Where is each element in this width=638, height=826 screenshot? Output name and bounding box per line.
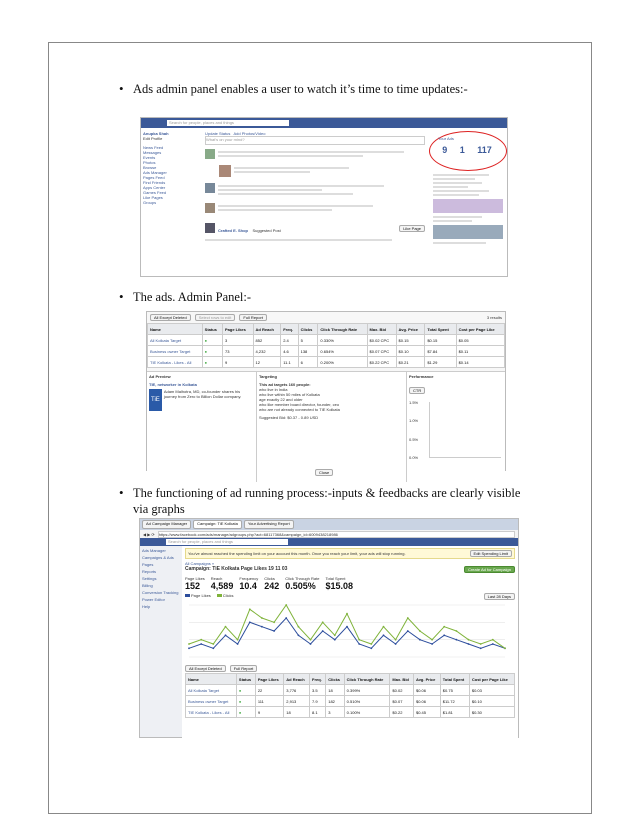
perf-y-label: 1.5%: [409, 400, 419, 405]
metrics-row: [185, 576, 515, 591]
notice-text: You've almost reached the spending limit on your account this month. Once you reach your limit, your ads will stop running.: [188, 551, 406, 556]
sidebar-item[interactable]: Campaigns & Ads: [142, 555, 174, 560]
column-header[interactable]: Clicks: [298, 324, 318, 335]
target-list: [259, 387, 404, 412]
data-point: [456, 630, 458, 632]
data-point: [273, 630, 275, 632]
ads-stats: [436, 145, 498, 155]
stat-value: 1: [459, 145, 465, 155]
table-cell: 18: [284, 707, 310, 718]
metric: [325, 576, 353, 591]
data-point: [322, 630, 324, 632]
column-header[interactable]: Status: [202, 324, 222, 335]
metric-label: Page Likes: [185, 576, 205, 581]
table-row[interactable]: [186, 707, 515, 718]
table-cell: 0.654%: [318, 346, 367, 357]
data-point: [346, 626, 348, 628]
table-cell: $0.75: [440, 685, 469, 696]
table-cell: 3,776: [284, 685, 310, 696]
table-cell: $1.81: [440, 707, 469, 718]
table-cell: $0.15: [396, 335, 425, 346]
stat-value: 117: [477, 145, 492, 155]
performance-panel: [407, 372, 505, 482]
data-point: [225, 634, 227, 636]
sidebar-item[interactable]: Ads Manager: [143, 170, 167, 175]
facebook-home-screenshot: [140, 117, 508, 277]
table-cell: ●: [202, 335, 222, 346]
bullet-dot-icon: •: [119, 81, 124, 96]
select-rows-button[interactable]: Select rows to edit: [195, 314, 236, 321]
browser-tabs: [140, 519, 518, 530]
avatar: [219, 165, 231, 177]
table-cell: $0.07 CPC: [367, 346, 396, 357]
table-cell: ●: [202, 357, 222, 368]
campaign-ads-table: [185, 673, 515, 718]
close-button[interactable]: Close: [315, 469, 333, 476]
data-point: [383, 626, 385, 628]
data-point: [370, 643, 372, 645]
metric: [264, 576, 279, 591]
ad-name-link[interactable]: Business owner Target: [148, 346, 203, 357]
campaign-title: Campaign: TiE Kolkata Page Likes 19 11 03: [185, 566, 288, 572]
legend-item: [217, 593, 234, 600]
table-cell: $0.14: [456, 357, 504, 368]
data-point: [273, 621, 275, 623]
data-point: [188, 643, 190, 645]
ad-name-link[interactable]: TIE Kolkata - Likes - All: [148, 357, 203, 368]
ads-admin-screenshot: [146, 311, 506, 475]
legend-swatch: [185, 594, 190, 597]
column-header[interactable]: Freq.: [310, 674, 326, 685]
target-line: who live within 50 miles of Kolkata: [259, 392, 320, 397]
column-header[interactable]: Avg. Price: [396, 324, 425, 335]
sidebar-item[interactable]: Help: [142, 604, 151, 609]
data-point: [310, 639, 312, 641]
column-header[interactable]: Click Through Rate: [344, 674, 390, 685]
suggested-bid: Suggested Bid: $0.37 - 0.89 USD: [259, 415, 319, 420]
sidebar-item[interactable]: Pages: [142, 562, 154, 567]
target-title: This ad targets 160 people:: [259, 382, 311, 387]
facebook-top-bar: [141, 118, 507, 128]
data-point: [200, 639, 202, 641]
column-header[interactable]: Ad Reach: [253, 324, 281, 335]
data-point: [443, 634, 445, 636]
metric-value: 152: [185, 581, 201, 591]
perf-y-label: 0.0%: [409, 454, 419, 460]
sidebar-item[interactable]: Find Friends: [143, 180, 166, 185]
metric-label: Clicks: [264, 576, 275, 581]
sidebar-item[interactable]: Games Feed: [143, 190, 167, 195]
ad-title[interactable]: TIE, networker in Kolkata: [149, 382, 197, 387]
sidebar-item[interactable]: Photos: [143, 160, 156, 165]
feed-stories: [205, 149, 425, 241]
metric-value: $15.08: [325, 581, 353, 591]
campaign-main: [182, 546, 518, 740]
metric-label: Total Spent: [325, 576, 346, 581]
stat-value: 9: [442, 145, 448, 155]
column-header[interactable]: Click Through Rate: [318, 324, 367, 335]
sidebar-item[interactable]: Power Editor: [142, 597, 165, 602]
data-point: [383, 634, 385, 636]
table-cell: $0.15: [425, 335, 456, 346]
legend-swatch: [217, 594, 222, 597]
perf-y-labels: [409, 400, 418, 460]
table-cell: 12: [253, 357, 281, 368]
legend-item: [185, 593, 211, 600]
targeting-panel: [257, 372, 407, 482]
data-point: [480, 643, 482, 645]
column-header[interactable]: Name: [148, 324, 203, 335]
metric-label: Click Through Rate: [285, 576, 320, 581]
tab-update-status[interactable]: Update Status: [205, 131, 231, 136]
table-toolbar: [147, 312, 505, 323]
table-cell: $0.02: [390, 685, 414, 696]
data-point: [334, 634, 336, 636]
data-point: [504, 647, 506, 649]
table-cell: ●: [236, 696, 255, 707]
panel-title: Ad Preview: [149, 374, 171, 379]
ad-name-link[interactable]: All Kolkata Target: [186, 685, 237, 696]
bullet-dot-icon: •: [119, 289, 124, 304]
table-cell: 7.9: [310, 696, 326, 707]
table-cell: $0.22: [390, 707, 414, 718]
sidebar-item[interactable]: Like Pages: [143, 195, 163, 200]
data-point: [261, 617, 263, 619]
like-page-button[interactable]: Like Page: [399, 225, 425, 232]
search-input[interactable]: Search for people, places and things: [166, 539, 288, 545]
filter-select[interactable]: All Except Deleted: [185, 665, 226, 672]
target-line: who like member board director, founder, ceo: [259, 402, 340, 407]
table-cell: $0.06: [413, 696, 440, 707]
table-cell: 2.4: [281, 335, 298, 346]
facebook-top-bar: [140, 538, 518, 546]
table-cell: 18: [326, 685, 344, 696]
metric-label: Reach: [210, 576, 223, 581]
avatar: [205, 183, 215, 193]
table-cell: 111: [255, 696, 283, 707]
table-cell: 9: [222, 357, 253, 368]
metric-label: Frequency: [239, 576, 259, 581]
sidebar-item[interactable]: Settings: [142, 576, 157, 581]
sponsored-image: [433, 199, 503, 213]
breadcrumb[interactable]: All Campaigns »: [185, 561, 215, 566]
left-sidebar: [143, 131, 201, 205]
sidebar-item[interactable]: Apps Center: [143, 185, 166, 190]
bullet-3-line-2: via graphs: [133, 502, 185, 516]
nav-arrows-icon[interactable]: ◀ ▶ ⟳: [143, 531, 155, 537]
column-header[interactable]: Name: [186, 674, 237, 685]
data-point: [419, 630, 421, 632]
table-cell: 138: [298, 346, 318, 357]
full-report-button[interactable]: Full Report: [239, 314, 267, 321]
status-input[interactable]: What's on your mind?: [205, 136, 425, 145]
table-cell: ●: [236, 685, 255, 696]
table-cell: 6: [298, 357, 318, 368]
table-cell: $0.07: [390, 696, 414, 707]
url-input[interactable]: https://www.facebook.com/ads/manage/adgroups.php?act=68117368&campaign_id=6009438218986: [158, 531, 515, 538]
table-row[interactable]: [148, 346, 505, 357]
table-cell: 4,232: [253, 346, 281, 357]
sidebar-list: [143, 145, 201, 205]
sidebar-item[interactable]: Billing: [142, 583, 153, 588]
panel-title: Performance: [409, 374, 434, 379]
column-header[interactable]: Avg. Price: [413, 674, 440, 685]
table-cell: 9: [255, 707, 283, 718]
results-count: 3 results: [486, 315, 502, 320]
sidebar-item[interactable]: News Feed: [143, 145, 164, 150]
column-header[interactable]: Total Spent: [440, 674, 469, 685]
edit-profile-link[interactable]: Edit Profile: [143, 136, 163, 141]
panel-title: Targeting: [259, 374, 277, 379]
table-cell: $0.10: [469, 696, 514, 707]
table-cell: $7.84: [425, 346, 456, 357]
spending-notice: [185, 548, 515, 559]
perf-y-label: 0.5%: [409, 436, 419, 442]
browser-tab[interactable]: Campaign: TiE Kolkata: [193, 520, 242, 529]
ad-body: Adam Malhotra, MD, co-founder shares his journey from Zero to Billion Dollar company.: [163, 389, 242, 399]
column-header[interactable]: Ad Reach: [284, 674, 310, 685]
avatar: [205, 203, 215, 213]
table-cell: $0.06: [413, 685, 440, 696]
data-point: [395, 639, 397, 641]
bullet-2: [119, 289, 252, 305]
table-cell: 852: [253, 335, 281, 346]
sidebar-item[interactable]: Reports: [142, 569, 157, 574]
target-line: who are not already connected to TIE Kolkata: [259, 407, 340, 412]
metric: [239, 576, 258, 591]
data-point: [468, 643, 470, 645]
ad-name-link[interactable]: Business owner Target: [186, 696, 237, 707]
bullet-3-line-1: The functioning of ad running process:-inputs & feedbacks are clearly visible: [133, 486, 521, 500]
table-cell: $0.03: [469, 685, 514, 696]
table-cell: 0.330%: [318, 335, 367, 346]
target-line: age exactly 22 and older: [259, 397, 303, 402]
bullet-3: [119, 485, 533, 517]
column-header[interactable]: Max. Bid: [367, 324, 396, 335]
post-author[interactable]: Crafted E. Shop: [218, 228, 249, 233]
table-cell: 182: [326, 696, 344, 707]
metric: [211, 576, 234, 591]
table-cell: $1.29: [425, 357, 456, 368]
table-row[interactable]: [186, 696, 515, 707]
data-point: [395, 643, 397, 645]
column-header[interactable]: Cost per Page Like: [469, 674, 514, 685]
bullet-1: [119, 81, 468, 97]
sidebar-item[interactable]: Conversion Tracking: [142, 590, 179, 595]
data-point: [492, 643, 494, 645]
data-point: [200, 643, 202, 645]
table-cell: 2,913: [284, 696, 310, 707]
table-cell: 11.1: [281, 357, 298, 368]
filter-select[interactable]: All Except Deleted: [150, 314, 191, 321]
data-point: [298, 634, 300, 636]
column-header[interactable]: Total Spent: [425, 324, 456, 335]
table-cell: $0.22 CPC: [367, 357, 396, 368]
table-row[interactable]: [186, 685, 515, 696]
campaign-body: [140, 546, 518, 740]
table-cell: $0.11: [456, 346, 504, 357]
bullet-dot-icon: •: [119, 485, 124, 500]
data-point: [188, 647, 190, 649]
sponsored-image: [433, 225, 503, 239]
table-cell: 3: [222, 335, 253, 346]
data-point: [225, 626, 227, 628]
ads-table: [147, 323, 505, 368]
table-cell: 0.200%: [318, 357, 367, 368]
table-cell: ●: [202, 346, 222, 357]
table-cell: $0.05: [456, 335, 504, 346]
data-point: [419, 639, 421, 641]
legend-label: Page Likes: [191, 593, 211, 598]
data-point: [249, 608, 251, 610]
browser-tab[interactable]: Your Advertising Report: [244, 520, 294, 529]
data-point: [468, 639, 470, 641]
perf-plot-area: [429, 402, 501, 458]
data-point: [310, 643, 312, 645]
date-range-select[interactable]: Last 28 Days: [484, 593, 515, 600]
ad-preview-panel: [147, 372, 257, 482]
table-cell: $11.72: [440, 696, 469, 707]
table-cell: 22: [255, 685, 283, 696]
ad-image: TiE: [149, 389, 162, 411]
data-point: [492, 639, 494, 641]
table-cell: 0.100%: [344, 707, 390, 718]
table-cell: $0.10: [396, 346, 425, 357]
column-header[interactable]: Page Likes: [222, 324, 253, 335]
data-point: [456, 639, 458, 641]
data-point: [431, 643, 433, 645]
table-cell: 5: [298, 335, 318, 346]
right-column: [433, 131, 503, 246]
post-sub: Suggested Post: [252, 228, 281, 233]
browser-tab[interactable]: Ad Campaign Manager: [142, 520, 191, 529]
ad-name-link[interactable]: TIE Kolkata - Likes - All: [186, 707, 237, 718]
sidebar-item[interactable]: Ads Manager: [142, 548, 166, 553]
ad-name-link[interactable]: All Kolkata Target: [148, 335, 203, 346]
column-header[interactable]: Cost per Page Like: [456, 324, 504, 335]
data-point: [261, 626, 263, 628]
data-point: [370, 647, 372, 649]
data-point: [249, 621, 251, 623]
metric-value: 10.4: [239, 581, 257, 591]
your-ads-label: Your Ads: [438, 136, 454, 141]
table-toolbar: [185, 665, 515, 672]
data-point: [285, 604, 287, 606]
performance-chart: [409, 400, 503, 460]
column-header[interactable]: Freq.: [281, 324, 298, 335]
table-cell: 73: [222, 346, 253, 357]
bullet-1-text: Ads admin panel enables a user to watch it’s time to time updates:-: [133, 82, 468, 96]
chart-legend: [185, 593, 233, 600]
data-point: [334, 639, 336, 641]
sidebar-item[interactable]: Events: [143, 155, 156, 160]
campaign-line-chart: [185, 601, 509, 663]
data-point: [212, 643, 214, 645]
perf-y-label: 1.0%: [409, 418, 419, 424]
data-point: [358, 643, 360, 645]
search-input[interactable]: Search for people, places and things: [167, 120, 289, 126]
data-point: [407, 630, 409, 632]
metric-select[interactable]: CTR: [409, 387, 425, 394]
sidebar-item[interactable]: Browse: [143, 165, 157, 170]
column-header[interactable]: Status: [236, 674, 255, 685]
campaign-screenshot: [139, 518, 519, 738]
avatar: [205, 149, 215, 159]
ads-sidebar: [140, 546, 182, 740]
table-cell: ●: [236, 707, 255, 718]
sidebar-item[interactable]: Pages Feed: [143, 175, 165, 180]
table-cell: $0.21: [396, 357, 425, 368]
create-ad-button[interactable]: Create Ad for Campaign: [464, 566, 515, 573]
data-point: [322, 621, 324, 623]
bullet-2-text: The ads. Admin Panel:-: [133, 290, 252, 304]
full-report-button[interactable]: Full Report: [230, 665, 258, 672]
profile-name[interactable]: Anupka Shah: [143, 131, 169, 136]
table-cell: $0.45: [413, 707, 440, 718]
data-point: [431, 639, 433, 641]
edit-limit-button[interactable]: Edit Spending Limit: [470, 550, 512, 557]
avatar: [205, 223, 215, 233]
detail-panels: [147, 371, 505, 482]
table-cell: 3: [326, 707, 344, 718]
metric-value: 4,589: [210, 581, 234, 591]
metric-value: 242: [264, 581, 280, 591]
table-row[interactable]: [148, 335, 505, 346]
address-bar: [140, 530, 518, 538]
legend-label: Clicks: [222, 593, 234, 598]
metric: [285, 576, 319, 591]
data-point: [480, 647, 482, 649]
table-cell: $0.02 CPC: [367, 335, 396, 346]
highlight-circle: [429, 131, 507, 171]
target-line: who live in India: [259, 387, 288, 392]
column-header[interactable]: Clicks: [326, 674, 344, 685]
data-point: [285, 617, 287, 619]
table-cell: 0.399%: [344, 685, 390, 696]
data-point: [212, 647, 214, 649]
table-cell: 4.6: [281, 346, 298, 357]
sidebar-item[interactable]: Groups: [143, 200, 157, 205]
table-cell: $0.30: [469, 707, 514, 718]
column-header[interactable]: Max. Bid: [390, 674, 414, 685]
data-point: [407, 617, 409, 619]
data-point: [237, 639, 239, 641]
data-point: [443, 626, 445, 628]
news-feed: [205, 131, 425, 243]
data-point: [358, 639, 360, 641]
metric-value: 0.505%: [285, 581, 316, 591]
tab-add-photos[interactable]: Add Photos/Video: [233, 131, 266, 136]
metric: [185, 576, 205, 591]
sidebar-item[interactable]: Messages: [143, 150, 162, 155]
table-cell: 3.5: [310, 685, 326, 696]
table-row[interactable]: [148, 357, 505, 368]
column-header[interactable]: Page Likes: [255, 674, 283, 685]
table-cell: 8.1: [310, 707, 326, 718]
data-point: [346, 613, 348, 615]
data-point: [237, 643, 239, 645]
data-point: [298, 626, 300, 628]
table-cell: 0.510%: [344, 696, 390, 707]
